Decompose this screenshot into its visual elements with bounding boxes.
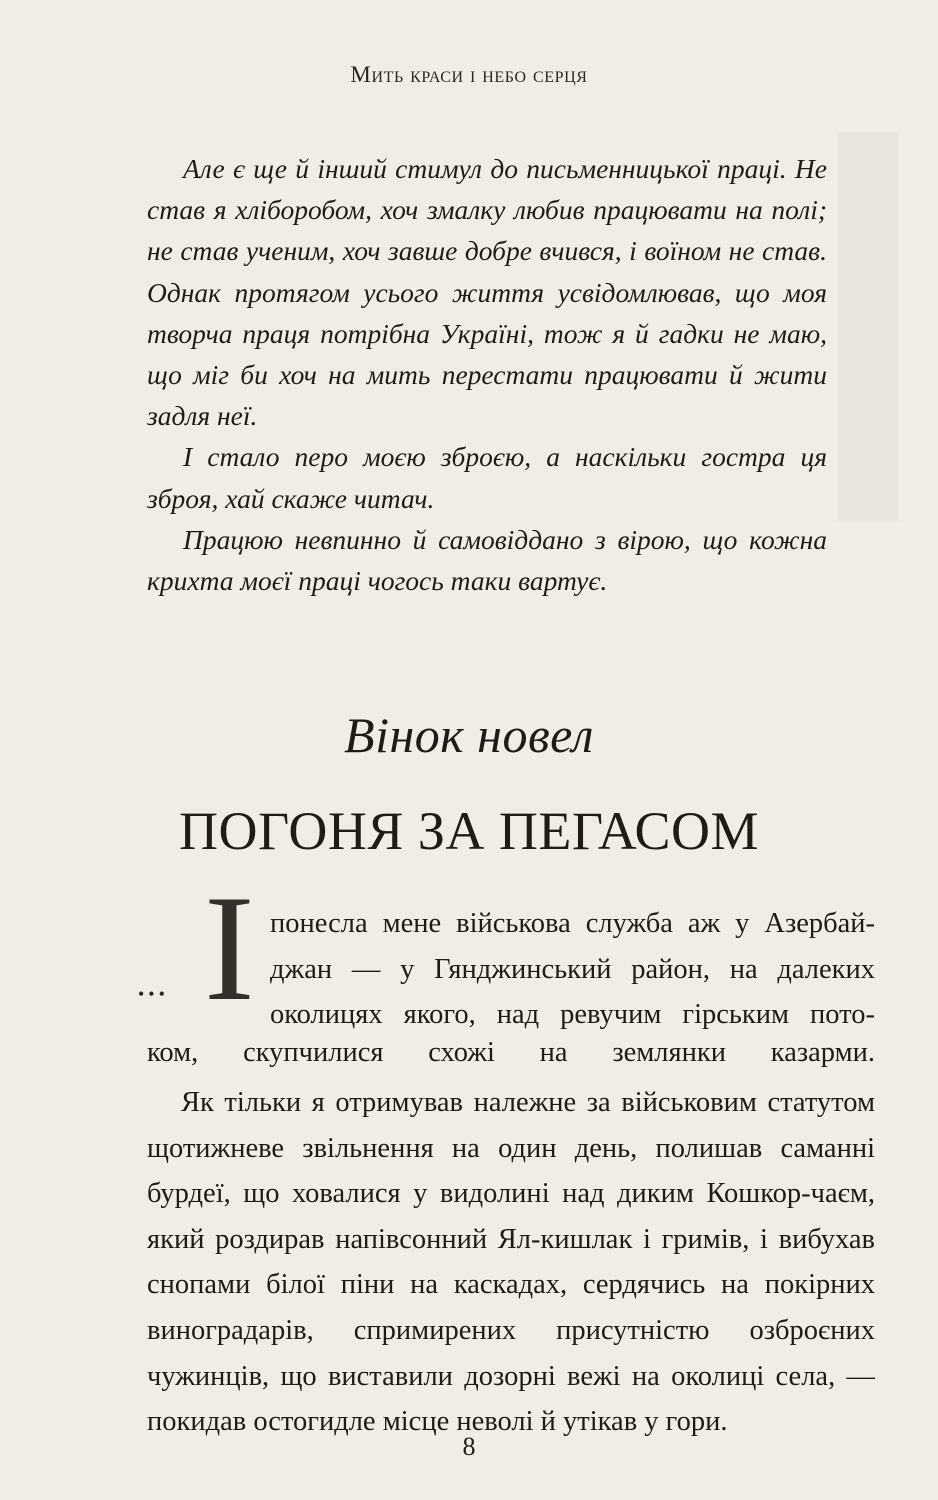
intro-text (147, 148, 827, 601)
intro-paragraph: Але є ще й інший стимул до письменницької праці. Не став я хліборобом, хоч змалку любив працювати на полі; не став ученим, хоч завше добре вчився, і воїном не став. Однак протягом усього життя усвідомлював, що моя творча праця потрібна Україні, тож я й гадки не маю, що міг би хоч на мить перестати працювати й жити задля неї. (147, 153, 827, 432)
story-body (147, 1080, 875, 1445)
page-number: 8 (462, 1432, 476, 1461)
story-opening-lines (270, 901, 875, 1038)
section-title: Вінок новел (344, 707, 594, 763)
story-title: ПОГОНЯ ЗА ПЕГАСОМ (178, 801, 760, 861)
story-paragraph: Як тільки я отримував належне за військовим статутом щотижневе звільнення на один день, полишав саманні бурдеї, що ховалися у видолині над диким Кошкор-чаєм, який роздирав напівсонний Ял-кишлак і гримів, і вибухав снопами білої піни на каскадах, сердячись на покірних виноградарів, спримирених присутністю озброєних чужинців, що виставили дозорні вежі на околиці села, — покидав остогидле місце неволі й утікав у гори. (147, 1087, 875, 1438)
drop-cap-block (138, 864, 268, 1032)
intro-paragraph: І стало перо моєю зброєю, а наскільки гостра ця зброя, хай скаже читач. (147, 441, 827, 514)
opening-line: джан — у Гянджинський район, на далеких (270, 953, 875, 985)
bleed-through-shadow (838, 132, 898, 522)
opening-last-line: ком, скупчилися схожі на землянки казарми. (147, 1037, 875, 1068)
opening-line: околицях якого, над ревучим гірським пото- (270, 999, 875, 1030)
intro-paragraph: Працюю невпинно й самовіддано з вірою, що кожна крихта моєї праці чогось таки вартує. (147, 523, 827, 597)
ornament-dots: ••• (138, 984, 169, 1004)
opening-line: понесла мене військова служба аж у Азербай- (270, 908, 875, 939)
running-header: Мить краси і небо серця (350, 62, 588, 87)
drop-cap-letter: І (204, 864, 255, 1032)
